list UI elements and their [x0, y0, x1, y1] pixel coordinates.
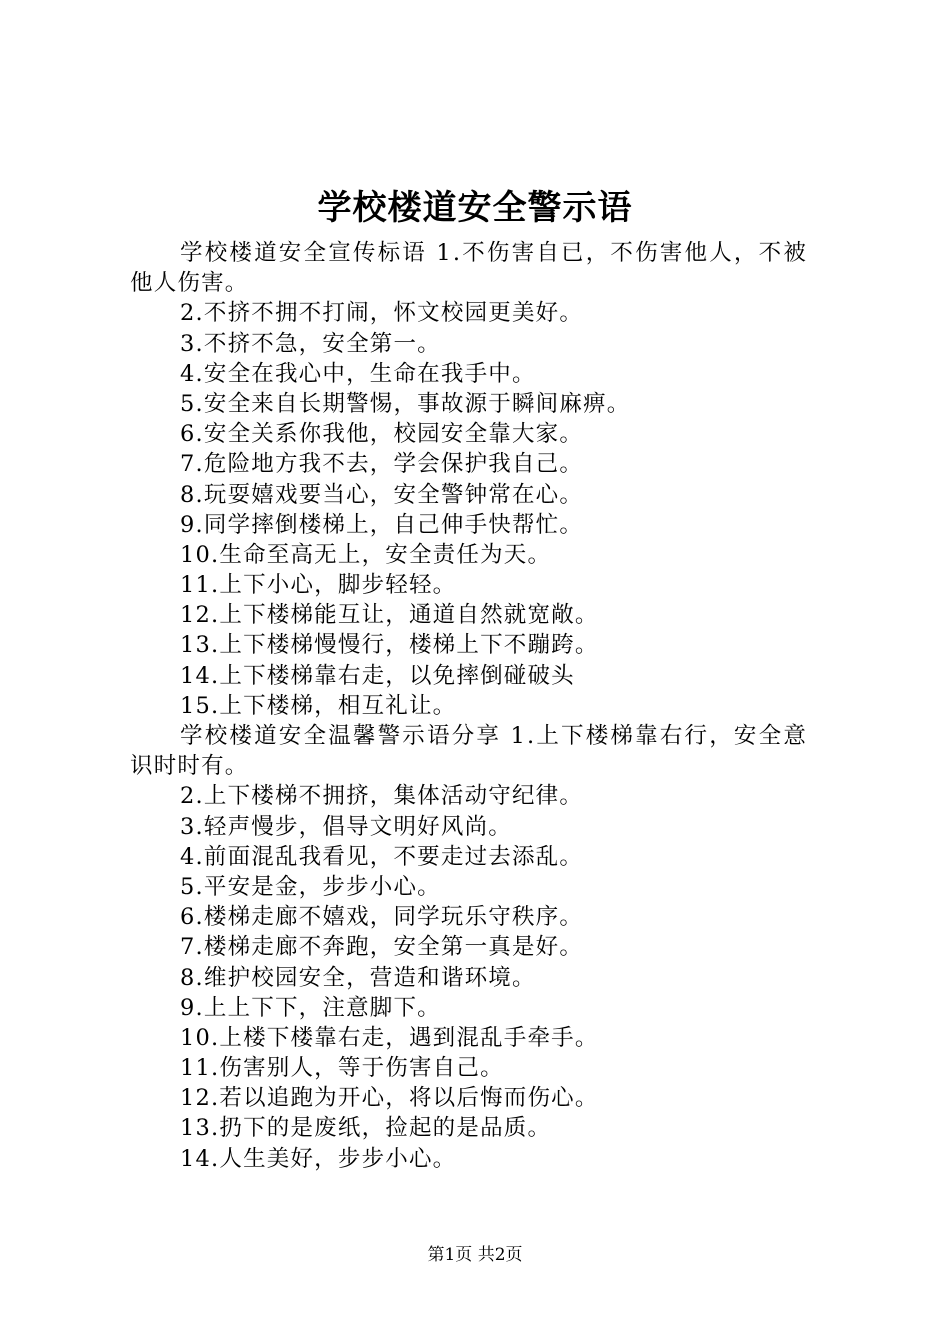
list-item: 8.维护校园安全，营造和谐环境。: [180, 964, 536, 991]
list-item: 10.生命至高无上，安全责任为天。: [180, 541, 552, 568]
list-item: 8.玩耍嬉戏要当心，安全警钟常在心。: [180, 481, 584, 508]
section2-intro-line1: 学校楼道安全温馨警示语分享 1.上下楼梯靠右行，安全意: [180, 723, 809, 749]
list-item: 10.上楼下楼靠右走，遇到混乱手牵手。: [180, 1024, 599, 1051]
list-item: 2.不挤不拥不打闹，怀文校园更美好。: [180, 300, 584, 327]
list-item: 12.上下楼梯能互让，通道自然就宽敞。: [180, 602, 599, 629]
list-item: 11.伤害别人，等于伤害自己。: [180, 1055, 504, 1082]
list-item: 6.楼梯走廊不嬉戏，同学玩乐守秩序。: [180, 904, 584, 931]
list-item: 4.前面混乱我看见，不要走过去添乱。: [180, 843, 584, 870]
list-item: 6.安全关系你我他，校园安全靠大家。: [180, 421, 584, 448]
list-item: 13.扔下的是废纸，捡起的是品质。: [180, 1115, 552, 1142]
list-item: 11.上下小心，脚步轻轻。: [180, 572, 457, 599]
list-item: 5.安全来自长期警惕，事故源于瞬间麻痹。: [180, 390, 631, 417]
list-item: 15.上下楼梯，相互礼让。: [180, 692, 457, 719]
page-footer: 第1页 共2页: [427, 1245, 523, 1265]
document-title: 学校楼道安全警示语: [317, 188, 633, 228]
list-item: 5.平安是金，步步小心。: [180, 873, 441, 900]
list-item: 7.危险地方我不去，学会保护我自己。: [180, 451, 584, 478]
list-item: 2.上下楼梯不拥挤，集体活动守纪律。: [180, 783, 584, 810]
list-item: 12.若以追跑为开心，将以后悔而伤心。: [180, 1085, 599, 1112]
document-body: [130, 238, 834, 1174]
list-item: 3.轻声慢步，倡导文明好风尚。: [180, 813, 512, 840]
list-item: 7.楼梯走廊不奔跑，安全第一真是好。: [180, 934, 584, 961]
list-item: 9.同学摔倒楼梯上，自己伸手快帮忙。: [180, 511, 584, 538]
list-item: 4.安全在我心中，生命在我手中。: [180, 360, 536, 387]
list-item: 9.上上下下，注意脚下。: [180, 994, 441, 1021]
list-item: 14.上下楼梯靠右走，以免摔倒碰破头: [180, 662, 575, 689]
section1-intro-line1: 学校楼道安全宣传标语 1.不伤害自已，不伤害他人，不被: [180, 240, 809, 266]
list-item: 13.上下楼梯慢慢行，楼梯上下不蹦跨。: [180, 632, 599, 659]
section1-intro-line2: 他人伤害。: [130, 270, 249, 297]
list-item: 3.不挤不急，安全第一。: [180, 330, 441, 357]
list-item: 14.人生美好，步步小心。: [180, 1145, 457, 1172]
section2-intro-line2: 识时时有。: [130, 753, 249, 780]
